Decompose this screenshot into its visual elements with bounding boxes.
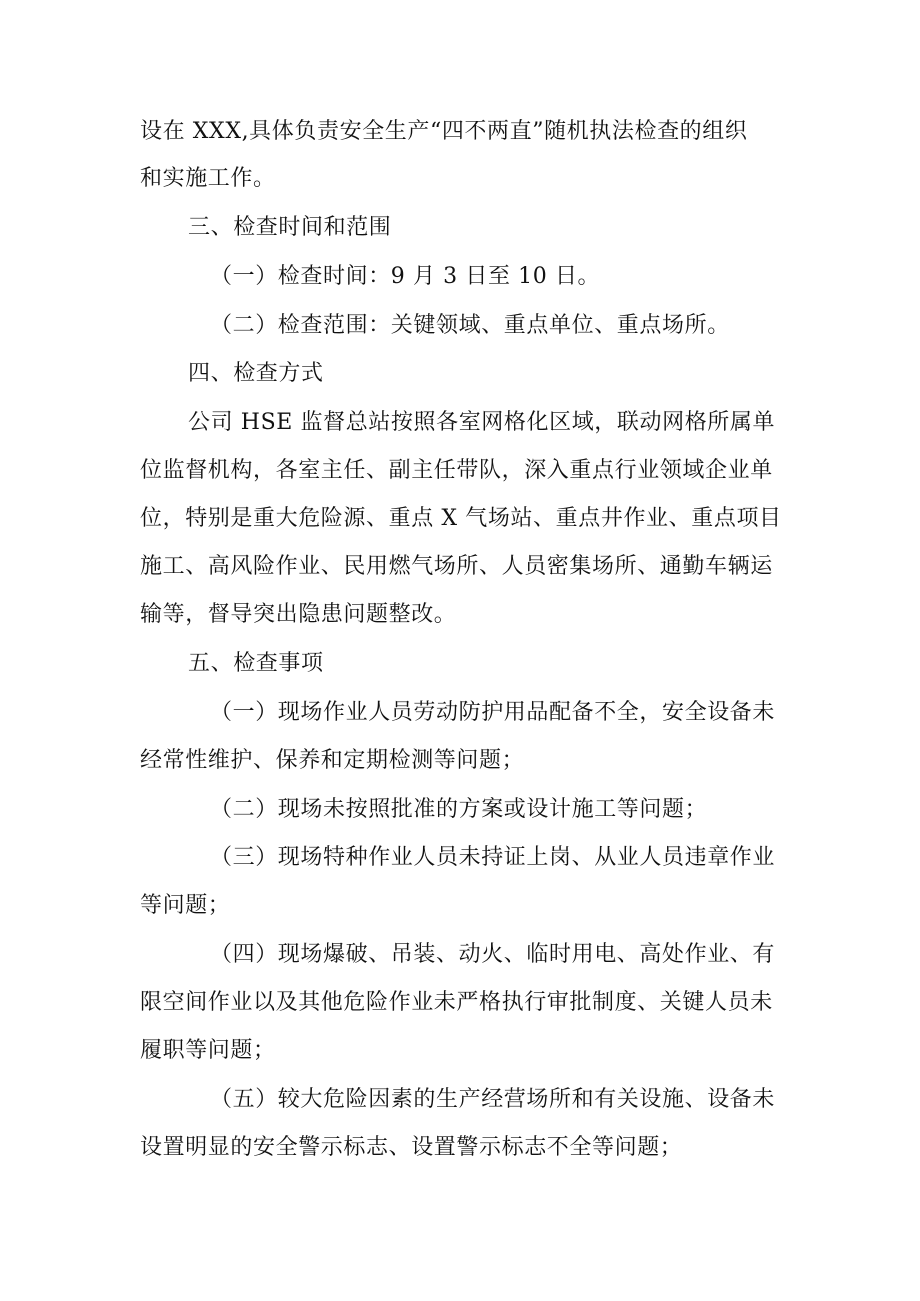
paragraph-line: （三）现场特种作业人员未持证上岗、从业人员违章作业 [210, 845, 776, 870]
section-heading-time-scope: 三、检查时间和范围 [188, 215, 392, 240]
section-heading-items: 五、检查事项 [188, 651, 324, 676]
paragraph-line: （二）检查范围：关键领域、重点单位、重点场所。 [210, 313, 730, 338]
paragraph-line: 输等，督导突出隐患问题整改。 [140, 602, 457, 627]
paragraph-line: 等问题； [140, 893, 231, 918]
paragraph-line: （五）较大危险因素的生产经营场所和有关设施、设备未 [210, 1087, 776, 1112]
paragraph-line: （二）现场未按照批准的方案或设计施工等问题； [210, 797, 708, 822]
section-heading-method: 四、检查方式 [188, 361, 324, 386]
paragraph-line: 设置明显的安全警示标志、设置警示标志不全等问题； [140, 1135, 683, 1160]
paragraph-line: 施工、高风险作业、民用燃气场所、人员密集场所、通勤车辆运 [140, 554, 773, 579]
paragraph-line: 位，特别是重大危险源、重点 X 气场站、重点井作业、重点项目 [140, 506, 782, 531]
paragraph-line: 经常性维护、保养和定期检测等问题； [140, 748, 525, 773]
paragraph-line: 限空间作业以及其他危险作业未严格执行审批制度、关键人员未 [140, 990, 773, 1015]
paragraph-line: （一）检查时间：9 月 3 日至 10 日。 [210, 264, 601, 289]
paragraph-line: 履职等问题； [140, 1038, 276, 1063]
paragraph-line: 和实施工作。 [140, 166, 276, 191]
paragraph-line: 设在 XXX,具体负责安全生产“四不两直”随机执法检查的组织 [140, 119, 748, 144]
paragraph-line: 位监督机构，各室主任、副主任带队，深入重点行业领域企业单 [140, 458, 773, 483]
paragraph-line: 公司 HSE 监督总站按照各室网格化区域，联动网格所属单 [188, 410, 776, 435]
paragraph-line: （四）现场爆破、吊装、动火、临时用电、高处作业、有 [210, 942, 776, 967]
paragraph-line: （一）现场作业人员劳动防护用品配备不全，安全设备未 [210, 700, 776, 725]
